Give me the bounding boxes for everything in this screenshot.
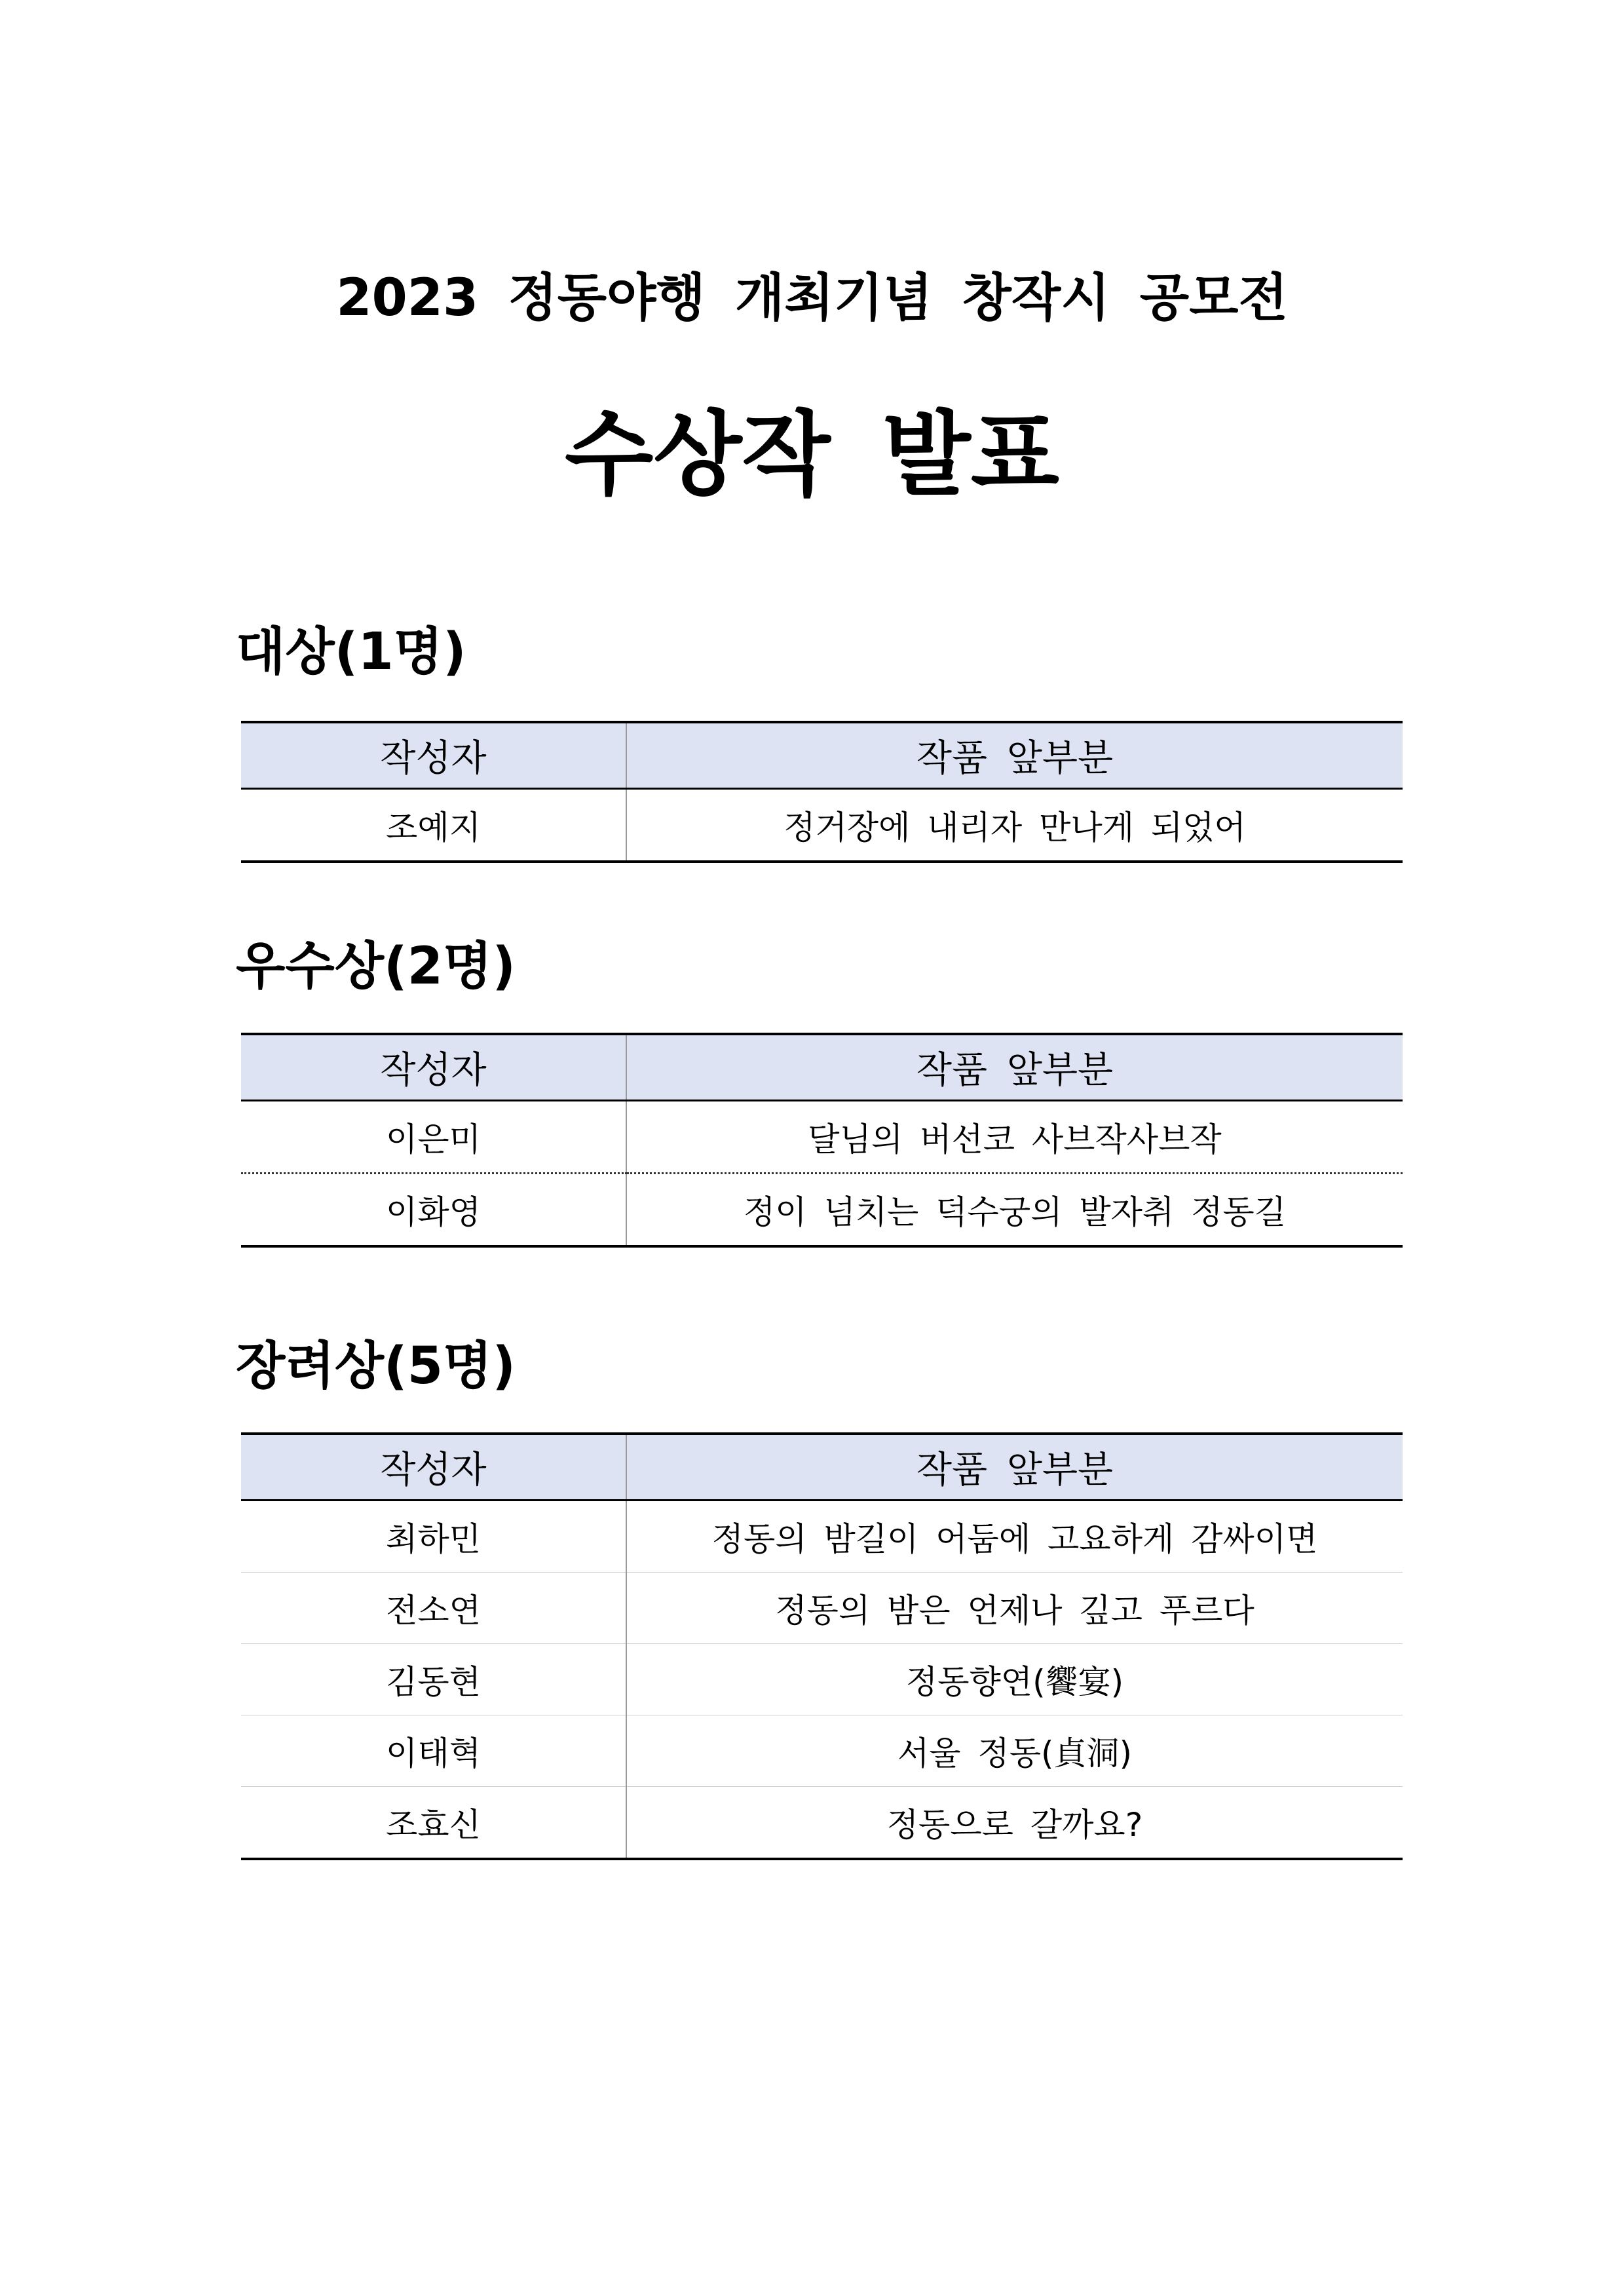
table-header-row — [241, 1034, 1403, 1101]
excerpt-cell: 정동으로 갈까요? — [626, 1787, 1403, 1860]
table-row — [241, 1787, 1403, 1860]
table-row — [241, 1715, 1403, 1787]
column-header-excerpt: 작품 앞부분 — [626, 1434, 1403, 1501]
author-cell: 이화영 — [241, 1174, 626, 1247]
excerpt-cell: 달님의 버선코 사브작사브작 — [626, 1101, 1403, 1174]
column-header-excerpt: 작품 앞부분 — [626, 1034, 1403, 1101]
grand-prize-table — [241, 721, 1403, 863]
table-row — [241, 1501, 1403, 1573]
author-cell: 최하민 — [241, 1501, 626, 1573]
section-title-encouragement-award: 장려상(5명) — [236, 1337, 516, 1396]
author-cell: 조예지 — [241, 789, 626, 862]
section-title-excellence-award: 우수상(2명) — [236, 937, 516, 996]
table-row — [241, 1101, 1403, 1174]
excerpt-cell: 정동의 밤길이 어둠에 고요하게 감싸이면 — [626, 1501, 1403, 1573]
table-row — [241, 1573, 1403, 1644]
column-header-author: 작성자 — [241, 1034, 626, 1101]
author-cell: 전소연 — [241, 1573, 626, 1644]
excerpt-cell: 정이 넘치는 덕수궁의 발자취 정동길 — [626, 1174, 1403, 1247]
column-header-author: 작성자 — [241, 1434, 626, 1501]
table-row — [241, 789, 1403, 862]
table-header-row — [241, 1434, 1403, 1501]
table-row — [241, 1644, 1403, 1715]
column-header-author: 작성자 — [241, 722, 626, 789]
section-title-grand-prize: 대상(1명) — [236, 622, 466, 681]
document-title: 2023 정동야행 개최기념 창작시 공모전 — [336, 269, 1288, 328]
column-header-excerpt: 작품 앞부분 — [626, 722, 1403, 789]
excellence-award-table — [241, 1033, 1403, 1248]
author-cell: 이태혁 — [241, 1715, 626, 1787]
author-cell: 김동현 — [241, 1644, 626, 1715]
encouragement-award-table — [241, 1432, 1403, 1860]
table-header-row — [241, 722, 1403, 789]
excerpt-cell: 정동향연(饗宴) — [626, 1644, 1403, 1715]
excerpt-cell: 정거장에 내리자 만나게 되었어 — [626, 789, 1403, 862]
author-cell: 이은미 — [241, 1101, 626, 1174]
document-subtitle: 수상작 발표 — [565, 402, 1059, 508]
table-row — [241, 1174, 1403, 1247]
author-cell: 조효신 — [241, 1787, 626, 1860]
excerpt-cell: 정동의 밤은 언제나 깊고 푸르다 — [626, 1573, 1403, 1644]
excerpt-cell: 서울 정동(貞洞) — [626, 1715, 1403, 1787]
